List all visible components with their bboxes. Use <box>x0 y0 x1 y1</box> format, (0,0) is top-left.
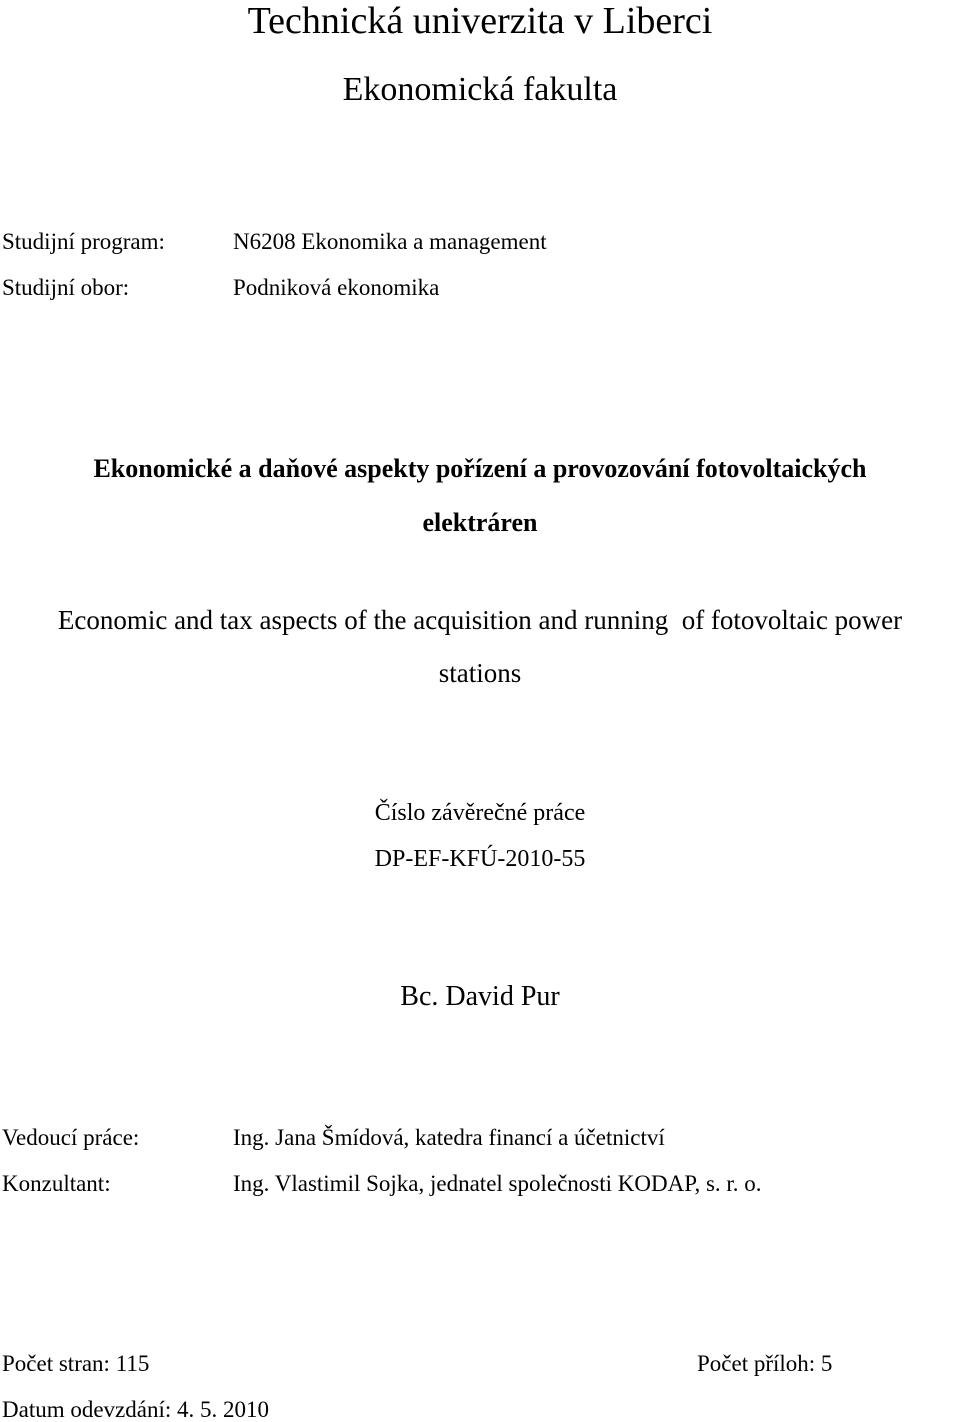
university-name: Technická univerzita v Liberci <box>247 0 713 42</box>
faculty-name: Ekonomická fakulta <box>342 71 618 108</box>
consultant-label: Konzultant: <box>2 1171 111 1196</box>
study-program-value: N6208 Ekonomika a management <box>233 229 547 254</box>
thesis-title-english-line1: Economic and tax aspects of the acquisition and running of fotovoltaic power <box>57 605 903 635</box>
submission-date: Datum odevzdání: 4. 5. 2010 <box>2 1397 270 1422</box>
thesis-number-value: DP-EF-KFÚ-2010-55 <box>374 846 586 872</box>
consultant-value: Ing. Vlastimil Sojka, jednatel společnosti KODAP, s. r. o. <box>233 1171 762 1196</box>
supervisor-label: Vedoucí práce: <box>2 1125 140 1150</box>
author-name: Bc. David Pur <box>400 981 560 1012</box>
thesis-title-czech-line2: elektráren <box>422 508 538 537</box>
study-program-label: Studijní program: <box>2 229 165 254</box>
attachment-count: Počet příloh: 5 <box>697 1351 833 1376</box>
thesis-title-czech-line1: Ekonomické a daňové aspekty pořízení a provozování fotovoltaických <box>93 454 867 483</box>
study-field-label: Studijní obor: <box>2 275 130 300</box>
supervisor-value: Ing. Jana Šmídová, katedra financí a účetnictví <box>233 1125 665 1150</box>
page-count: Počet stran: 115 <box>2 1351 150 1376</box>
thesis-number-label: Číslo závěrečné práce <box>374 800 586 826</box>
study-field-value: Podniková ekonomika <box>233 275 440 300</box>
thesis-title-english-line2: stations <box>438 658 522 688</box>
